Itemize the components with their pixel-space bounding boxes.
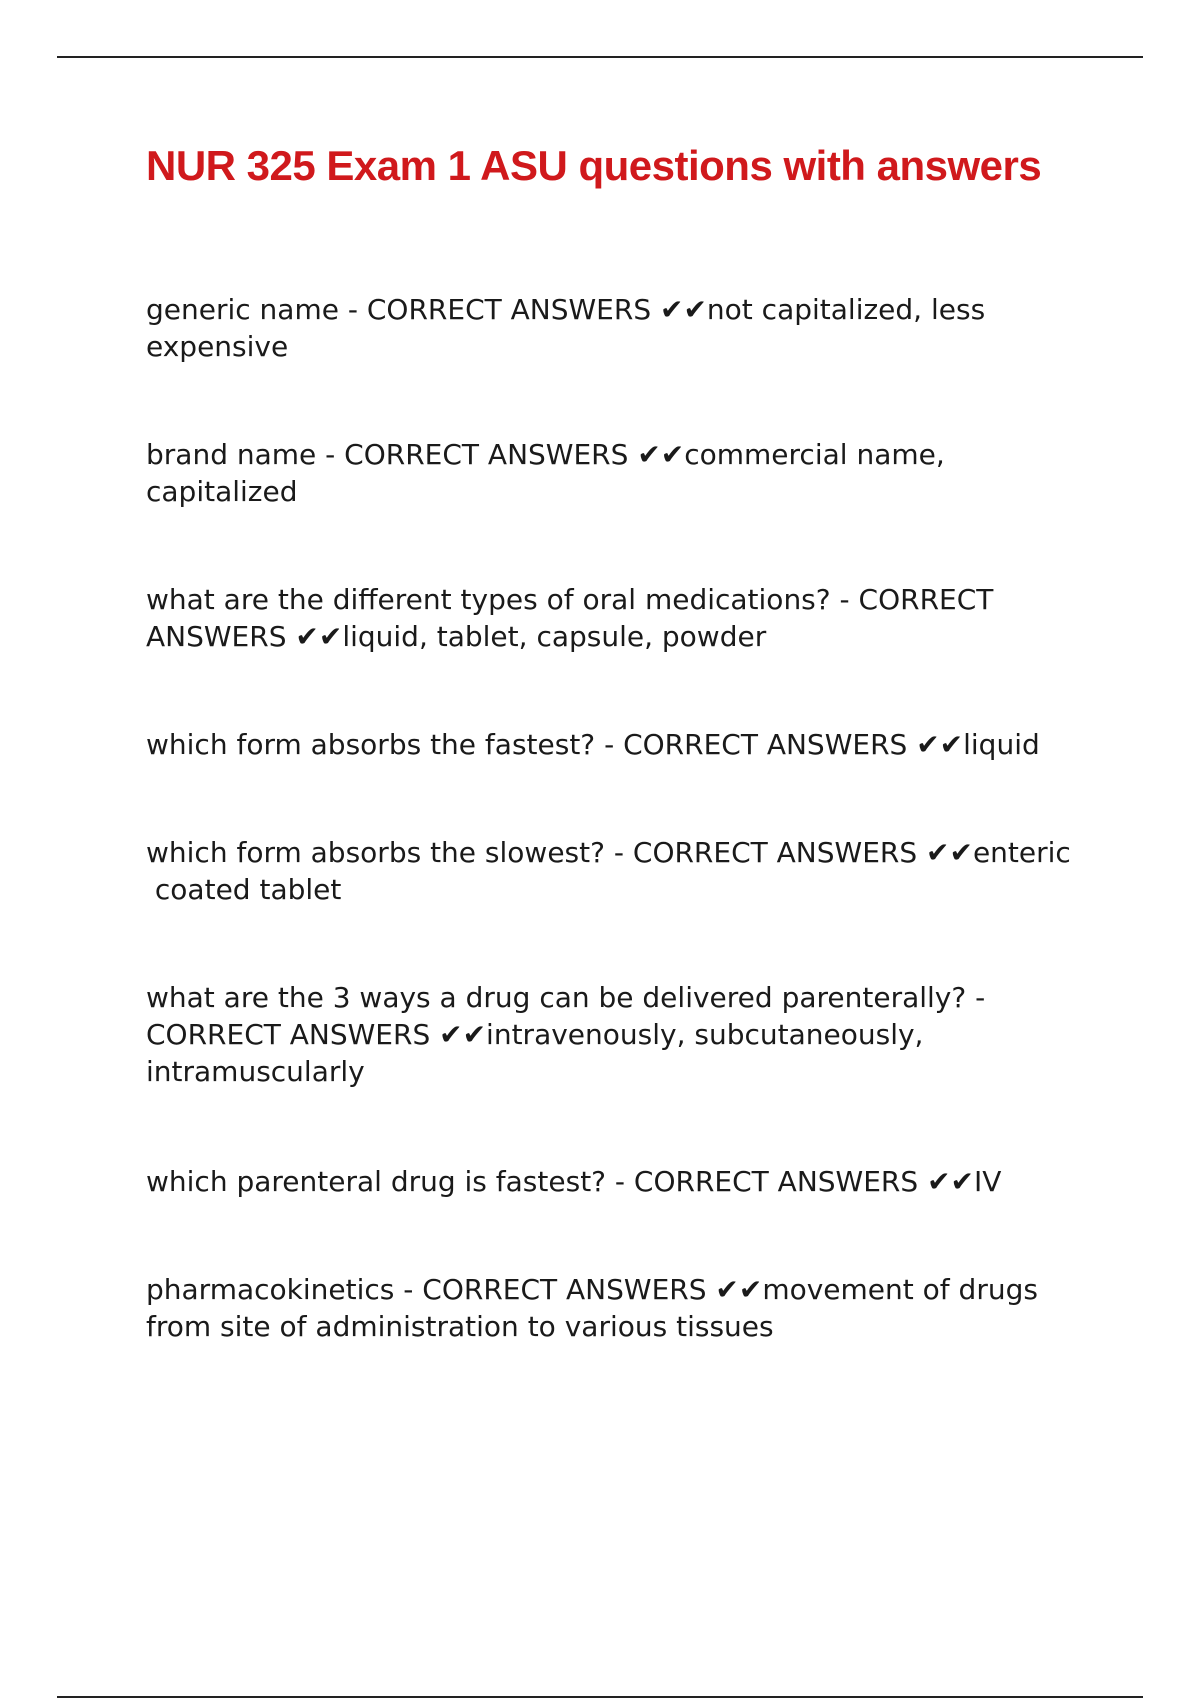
qa-item xyxy=(146,1271,1096,1345)
qa-item xyxy=(146,834,1096,908)
qa-item xyxy=(146,1163,1096,1200)
answer-text: enteric coated tablet xyxy=(154,836,1071,906)
answer-separator: - CORRECT ANSWERS xyxy=(604,836,927,869)
double-check-icon: ✔✔ xyxy=(927,1165,974,1198)
answer-separator: - CORRECT ANSWERS xyxy=(146,583,1003,653)
answer-text: not capitalized, less expensive xyxy=(146,293,995,363)
question-text: what are the 3 ways a drug can be delivered parenterally? xyxy=(146,981,967,1014)
double-check-icon: ✔✔ xyxy=(916,728,964,761)
double-check-icon: ✔✔ xyxy=(926,836,973,869)
answer-separator: - CORRECT ANSWERS xyxy=(394,1273,716,1306)
double-check-icon: ✔✔ xyxy=(439,1018,487,1051)
answer-separator: - CORRECT ANSWERS xyxy=(606,1165,928,1198)
page-title: NUR 325 Exam 1 ASU questions with answers xyxy=(146,142,1042,189)
answer-text: movement of drugs from site of administration to various tissues xyxy=(146,1273,1047,1343)
question-text: which parenteral drug is fastest? xyxy=(146,1165,607,1198)
top-rule xyxy=(57,56,1143,58)
double-check-icon: ✔✔ xyxy=(660,293,707,326)
answer-separator: - CORRECT ANSWERS xyxy=(146,981,995,1051)
qa-item xyxy=(146,581,1096,655)
qa-item xyxy=(146,436,1096,510)
question-text: brand name xyxy=(146,438,317,471)
answer-text: liquid, tablet, capsule, powder xyxy=(342,620,767,653)
qa-item xyxy=(146,979,1096,1090)
answer-separator: - CORRECT ANSWERS xyxy=(316,438,638,471)
double-check-icon: ✔✔ xyxy=(295,620,343,653)
qa-item xyxy=(146,726,1096,763)
double-check-icon: ✔✔ xyxy=(637,438,685,471)
question-text: which form absorbs the fastest? xyxy=(146,728,596,761)
answer-separator: - CORRECT ANSWERS xyxy=(595,728,917,761)
answer-text: IV xyxy=(973,1165,1002,1198)
answer-text: commercial name, capitalized xyxy=(146,438,954,508)
question-text: generic name xyxy=(146,293,339,326)
answer-separator: - CORRECT ANSWERS xyxy=(338,293,660,326)
double-check-icon: ✔✔ xyxy=(715,1273,763,1306)
answer-text: liquid xyxy=(963,728,1040,761)
question-text: pharmacokinetics xyxy=(146,1273,395,1306)
answer-text: intravenously, subcutaneously, intramuscularly xyxy=(146,1018,933,1088)
question-text: what are the different types of oral medications? xyxy=(146,583,831,616)
bottom-rule xyxy=(57,1696,1143,1698)
qa-item xyxy=(146,291,1096,365)
question-text: which form absorbs the slowest? xyxy=(146,836,605,869)
